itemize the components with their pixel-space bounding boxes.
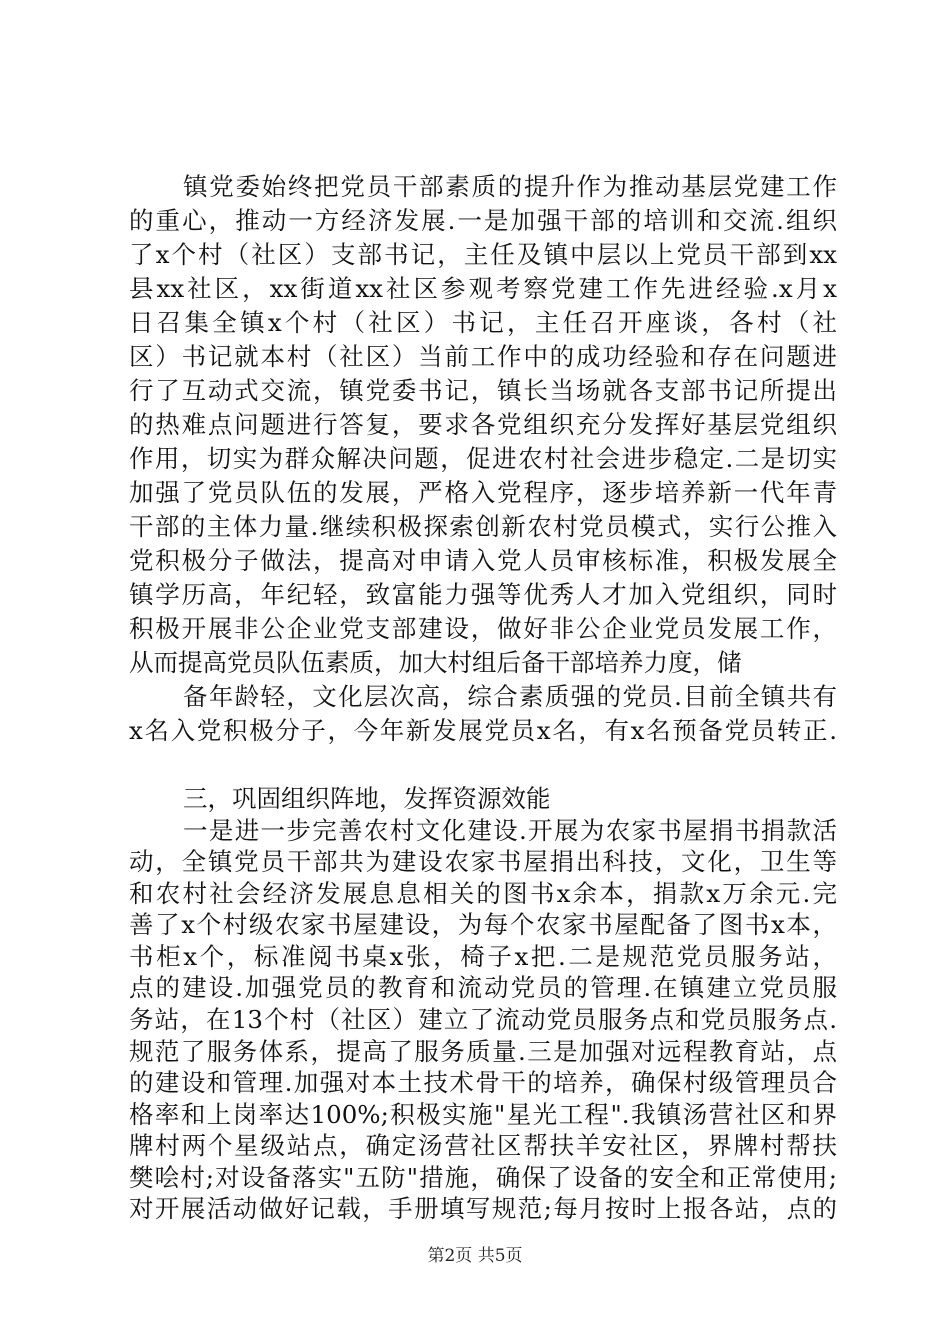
- paragraph-line: 从而提高党员队伍素质，加大村组后备干部培养力度，储: [129, 648, 742, 677]
- paragraph-line: 点的建设.加强党员的教育和流动党员的管理.在镇建立党员服: [129, 973, 837, 1003]
- paragraph-line: 镇学历高，年纪轻，致富能力强等优秀人才加入党组织，同时: [129, 580, 837, 609]
- paragraph-line: 务站，在13个村（社区）建立了流动党员服务点和党员服务点.: [129, 1005, 837, 1034]
- paragraph-line: 的重心，推动一方经济发展.一是加强干部的培训和交流.组织: [129, 206, 837, 235]
- paragraph-line: 书柜x个，标准阅书桌x张，椅子x把.二是规范党员服务站，: [129, 941, 837, 971]
- paragraph-line: 一是进一步完善农村文化建设.开展为农家书屋捐书捐款活: [183, 815, 837, 845]
- paragraph-line: 积极开展非公企业党支部建设，做好非公企业党员发展工作，: [129, 614, 837, 643]
- paragraph-line: 镇党委始终把党员干部素质的提升作为推动基层党建工作: [183, 172, 837, 201]
- paragraph-line: 备年龄轻，文化层次高，综合素质强的党员.目前全镇共有: [183, 682, 837, 711]
- paragraph-line: 作用，切实为群众解决问题，促进农村社会进步稳定.二是切实: [129, 444, 837, 473]
- paragraph-line: 和农村社会经济发展息息相关的图书x余本，捐款x万余元.完: [129, 878, 837, 908]
- paragraph-line: 加强了党员队伍的发展，严格入党程序，逐步培养新一代年青: [129, 478, 837, 507]
- paragraph-line: 干部的主体力量.继续积极探索创新农村党员模式，实行公推入: [129, 512, 837, 541]
- paragraph-line: 格率和上岗率达100%;积极实施"星光工程".我镇汤营社区和界: [129, 1099, 837, 1129]
- paragraph-line: 善了x个村级农家书屋建设，为每个农家书屋配备了图书x本，: [129, 910, 837, 940]
- paragraph-line: 了x个村（社区）支部书记，主任及镇中层以上党员干部到xx: [129, 240, 837, 269]
- paragraph-line: 樊哙村;对设备落实"五防"措施，确保了设备的安全和正常使用;: [129, 1162, 837, 1192]
- paragraph-line: 县xx社区，xx街道xx社区参观考察党建工作先进经验.x月x: [129, 274, 837, 303]
- section-heading: 三，巩固组织阵地，发挥资源效能: [183, 784, 551, 813]
- paragraph-line: 牌村两个星级站点，确定汤营社区帮扶羊安社区，界牌村帮扶: [129, 1131, 837, 1161]
- paragraph-line: x名入党积极分子，今年新发展党员x名，有x名预备党员转正.: [129, 716, 837, 745]
- paragraph-line: 对开展活动做好记载，手册填写规范;每月按时上报各站，点的: [129, 1194, 837, 1224]
- paragraph-line: 动，全镇党员干部共为建设农家书屋捐出科技，文化，卫生等: [129, 847, 837, 877]
- paragraph-line: 的热难点问题进行答复，要求各党组织充分发挥好基层党组织: [129, 410, 837, 439]
- paragraph-line: 行了互动式交流，镇党委书记，镇长当场就各支部书记所提出: [129, 376, 837, 405]
- paragraph-line: 党积极分子做法，提高对申请入党人员审核标准，积极发展全: [129, 546, 837, 575]
- paragraph-line: 日召集全镇x个村（社区）书记，主任召开座谈，各村（社: [129, 308, 837, 337]
- page-number-footer: 第2页 共5页: [427, 1246, 523, 1266]
- paragraph-line: 区）书记就本村（社区）当前工作中的成功经验和存在问题进: [129, 342, 837, 371]
- paragraph-line: 的建设和管理.加强对本土技术骨干的培养，确保村级管理员合: [129, 1068, 837, 1098]
- paragraph-line: 规范了服务体系，提高了服务质量.三是加强对远程教育站，点: [129, 1036, 837, 1066]
